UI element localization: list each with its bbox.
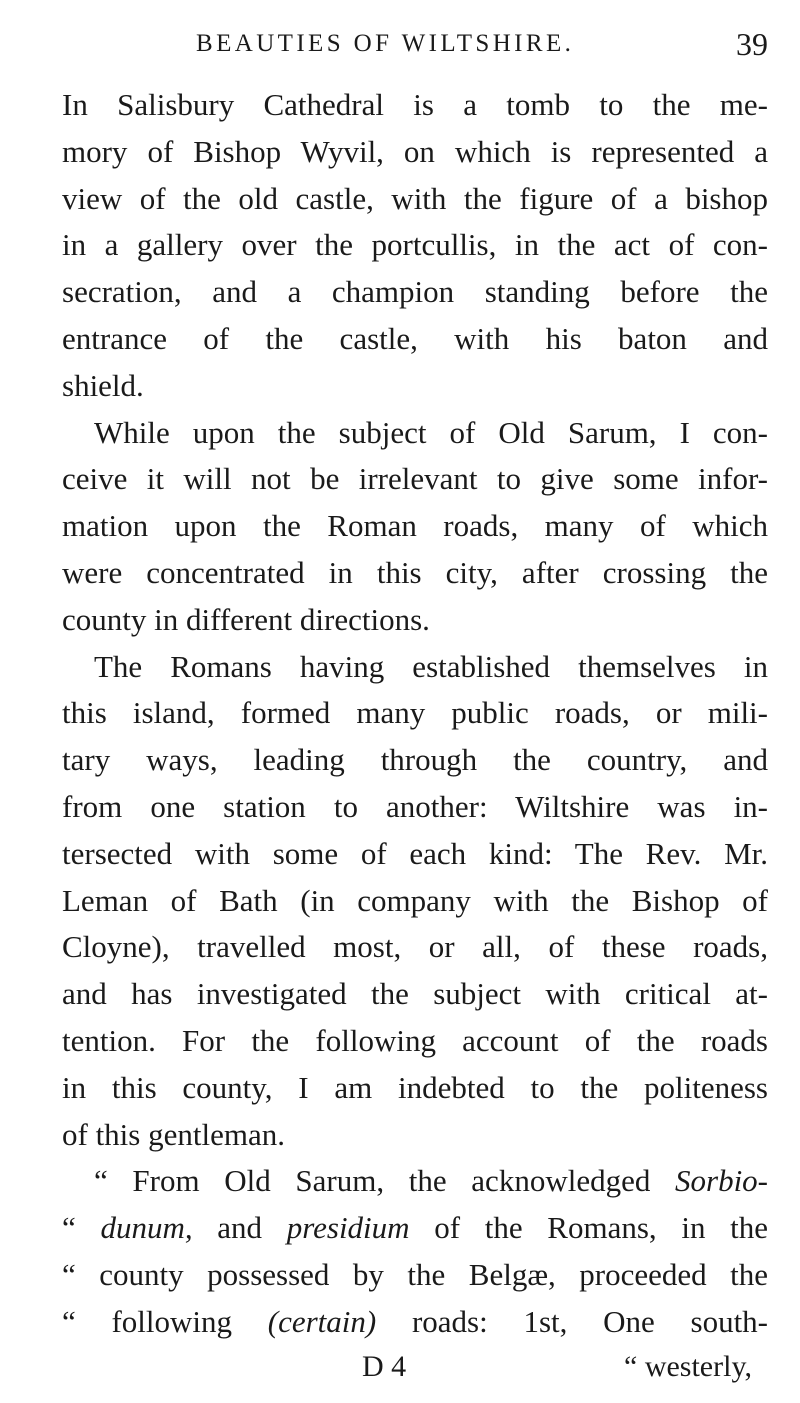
text-line: in this county, I am indebted to the politeness [62,1069,768,1105]
text-line [30,1205,768,1252]
running-title: BEAUTIES OF WILTSHIRE. [196,30,575,57]
text-line: and has investigated the subject with critical at- [62,976,768,1012]
text-line: shield. [62,367,144,403]
text-line: tention. For the following account of the roads [62,1022,768,1058]
text-line [30,1252,768,1299]
text-line: ceive it will not be irrelevant to give some infor- [62,461,768,497]
text-line: While upon the subject of Old Sarum, I con- [94,414,768,450]
text-line: from one station to another: Wiltshire was in- [62,788,768,824]
page-footer [0,1350,800,1394]
catchword: “ westerly, [624,1350,752,1383]
text-line: county in different directions. [62,601,430,637]
text-line [30,1299,768,1346]
text-run: “ From Old Sarum, the acknowledged [94,1163,675,1199]
italic-run: Sorbio- [675,1163,768,1199]
italic-run: dunum, [100,1210,193,1246]
text-run: “ following [62,1303,268,1339]
text-run: “ county possessed by the Belgæ, proceeded the [62,1256,768,1292]
text-line: Leman of Bath (in company with the Bishop of [62,882,768,918]
text-line: of this gentleman. [62,1116,285,1152]
italic-run: (certain) [267,1303,377,1339]
italic-run: presidium [286,1210,410,1246]
paragraph-2 [30,410,768,644]
text-run: and [192,1210,287,1246]
text-run: of the Romans, in the [409,1210,768,1246]
text-line: mation upon the Roman roads, many of which [62,508,768,544]
text-line: tary ways, leading through the country, and [62,742,768,778]
running-head [0,26,800,66]
text-line: In Salisbury Cathedral is a tomb to the me- [62,87,768,122]
text-line: entrance of the castle, with his baton and [62,320,768,356]
text-line: secration, and a champion standing before the [62,274,768,310]
text-line: were concentrated in this city, after crossing the [62,554,768,590]
text-run: “ [62,1210,101,1246]
signature-mark: D 4 [362,1350,407,1383]
text-line: The Romans having established themselves in [94,648,768,684]
text-line: in a gallery over the portcullis, in the act of con- [62,227,768,263]
paragraph-3 [30,644,768,1159]
paragraph-1 [30,82,768,410]
body-text [30,82,768,1346]
text-line: mory of Bishop Wyvil, on which is represented a [62,133,768,169]
text-line [30,1158,768,1205]
text-run: roads: 1st, One south- [376,1303,768,1339]
paragraph-4-quotation [30,1158,768,1345]
text-line: view of the old castle, with the figure of a bishop [62,180,768,216]
text-line: this island, formed many public roads, or mili- [62,695,768,731]
text-line: Cloyne), travelled most, or all, of these roads, [62,929,768,965]
page-number: 39 [736,26,768,62]
text-line: tersected with some of each kind: The Rev. Mr. [62,835,768,871]
